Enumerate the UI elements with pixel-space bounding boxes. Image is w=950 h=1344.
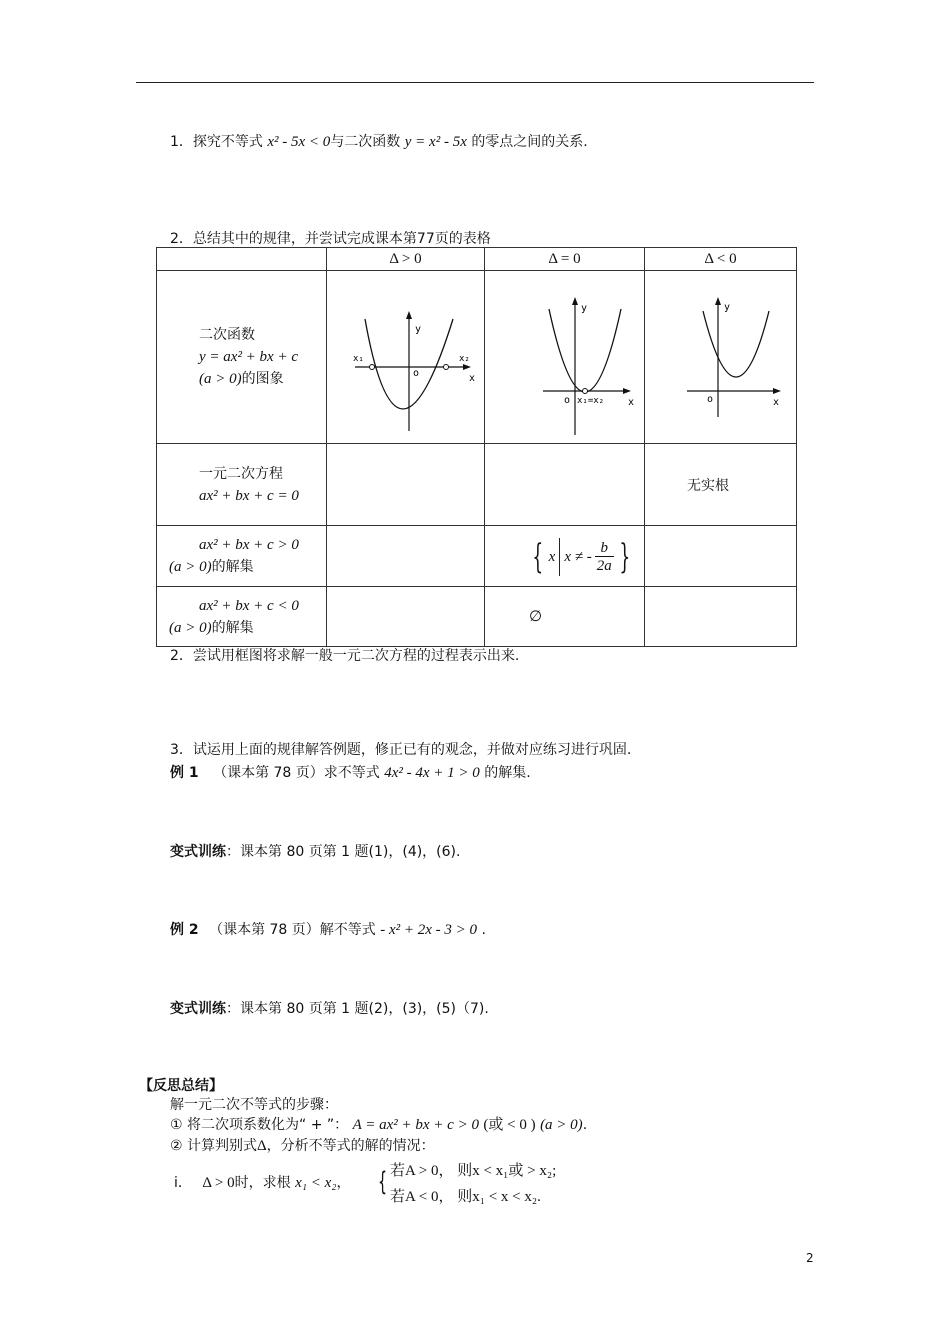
item1-num: 1．	[170, 134, 193, 150]
less-cell-positive	[327, 587, 485, 647]
parabola-double-root-graph	[485, 271, 644, 439]
summary-line1: 解一元二次不等式的步骤：	[170, 1097, 338, 1113]
cases-brace-icon: {	[378, 1167, 388, 1197]
summary-line4-mid: 时，求根	[234, 1175, 291, 1191]
less-cell-zero	[485, 587, 645, 647]
less-label-2: (a > 0)	[169, 619, 212, 636]
double-root-label: x₁=x₂	[577, 396, 605, 406]
graph-cell-zero	[485, 271, 645, 444]
header-delta-zero: Δ = 0	[485, 248, 645, 271]
summary-line2	[170, 1113, 587, 1134]
greater-cell-negative	[645, 526, 797, 587]
origin-label: o	[413, 368, 420, 379]
root-label-1: x₁	[353, 354, 364, 364]
greater-cell-positive	[327, 526, 485, 587]
fraction-numerator: b	[600, 539, 608, 556]
summary-line4-comma: ，	[336, 1175, 351, 1191]
example1-math: 4x² - 4x + 1 > 0	[384, 765, 480, 781]
item1-line	[170, 131, 588, 151]
item1-func: y = x² - 5x	[404, 134, 467, 150]
item1-ineq: x² - 5x < 0	[267, 134, 331, 150]
parabola-no-root-graph	[645, 271, 796, 439]
delta-table	[156, 247, 797, 647]
summary-line3	[170, 1135, 435, 1155]
example2-math: - x² + 2x - 3 > 0	[380, 922, 478, 938]
x-label: x	[469, 373, 476, 384]
table-row-graph	[157, 271, 797, 444]
x-axis-arrow	[773, 388, 781, 394]
item2b-line	[170, 645, 519, 665]
fraction-denominator: 2a	[596, 557, 612, 574]
root-point-2	[444, 365, 449, 370]
equation-cell-negative	[645, 444, 797, 526]
example2-label: 例 2	[170, 922, 199, 938]
table-header-row	[157, 248, 797, 271]
row-label-graph	[157, 271, 327, 444]
summary-line4-cond: Δ > 0	[202, 1175, 235, 1191]
root-point-1	[370, 365, 375, 370]
item1-mid: 与二次函数	[330, 134, 401, 150]
example2-post: .	[481, 922, 486, 938]
variant1-text: ：课本第 80 页第 1 题(1)，(4)，(6).	[226, 844, 461, 860]
root-label-2: x₂	[459, 354, 470, 364]
page-number: 2	[806, 1251, 814, 1265]
variant1-line	[170, 841, 460, 861]
no-real-root-text: 无实根	[687, 477, 729, 494]
header-delta-negative: Δ < 0	[645, 248, 797, 271]
graph-label-2: y = ax² + bx + c	[199, 349, 298, 365]
header-empty-cell	[157, 248, 327, 271]
greater-label-2: (a > 0)	[169, 559, 212, 575]
item3-num: 3．	[170, 742, 193, 758]
table-row-equation	[157, 444, 797, 526]
example1-pre: （课本第 78 页）求不等式	[213, 765, 380, 781]
fraction	[595, 540, 614, 575]
variant2-label: 变式训练	[170, 1001, 226, 1017]
item1-pre: 探究不等式	[192, 134, 263, 150]
origin-label: o	[707, 394, 714, 405]
summary-line4-roots: x₁ < x₂	[295, 1175, 337, 1191]
summary-line2-pre: ① 将二次项系数化为“ + ”：	[170, 1117, 349, 1133]
summary-case2: 若A < 0， 则x₁ < x < x₂.	[390, 1189, 541, 1205]
equation-label-2: ax² + bx + c = 0	[199, 487, 299, 504]
equation-cell-zero	[485, 444, 645, 526]
row-label-greater	[157, 526, 327, 587]
variant2-text: ：课本第 80 页第 1 题(2)，(3)，(5)（7).	[226, 1001, 489, 1017]
example2-pre: （课本第 78 页）解不等式	[209, 922, 376, 938]
y-label: y	[581, 303, 588, 314]
greater-label-1: ax² + bx + c > 0	[199, 537, 299, 553]
item3-line	[170, 739, 631, 759]
equation-cell-positive	[327, 444, 485, 526]
example1-line	[170, 762, 531, 782]
equation-label-1: 一元二次方程	[199, 465, 283, 482]
x-label: x	[773, 397, 780, 408]
graph-label-1: 二次函数	[199, 327, 255, 343]
item2b-text: 尝试用框图将求解一般一元二次方程的过程表示出来.	[192, 648, 520, 664]
parabola-two-roots-graph	[327, 271, 484, 439]
x-axis-arrow	[623, 388, 631, 394]
graph-cell-negative	[645, 271, 797, 444]
right-brace-icon: }	[619, 537, 630, 577]
y-axis-arrow	[715, 297, 721, 305]
summary-line2-or: (或 < 0 )	[483, 1117, 536, 1133]
set-condition: x ≠ -	[564, 548, 592, 565]
summary-line2-math: A = ax² + bx + c > 0	[352, 1117, 479, 1133]
set-variable: x	[548, 548, 556, 565]
example1-post: 的解集.	[484, 765, 531, 781]
left-brace-icon: {	[532, 537, 544, 577]
variant2-line	[170, 998, 489, 1018]
summary-case1: 若A > 0， 则x < x₁或 > x₂;	[390, 1163, 557, 1179]
summary-line4-num: ⅰ．	[174, 1175, 192, 1191]
greater-label-2b: 的解集	[211, 559, 254, 575]
less-cell-negative	[645, 587, 797, 647]
y-axis-arrow	[406, 311, 412, 319]
variant1-label: 变式训练	[170, 844, 226, 860]
less-label-1: ax² + bx + c < 0	[199, 597, 299, 614]
summary-line4	[174, 1172, 350, 1192]
example2-line	[170, 919, 486, 939]
summary-line3-post: ，分析不等式的解的情况：	[266, 1138, 435, 1154]
y-label: y	[724, 302, 731, 313]
empty-set-symbol: ∅	[529, 609, 543, 625]
item3-text: 试运用上面的规律解答例题，修正已有的观念，并做对应练习进行巩固.	[192, 742, 632, 758]
y-axis-arrow	[572, 297, 578, 305]
summary-line2-end: .	[582, 1117, 588, 1133]
x-label: x	[628, 397, 635, 408]
x-axis-arrow	[463, 364, 471, 370]
table-row-less	[157, 587, 797, 647]
item1-post: 的零点之间的关系.	[471, 134, 588, 150]
header-delta-positive: Δ > 0	[327, 248, 485, 271]
item2-num: 2．	[170, 231, 193, 247]
greater-cell-zero	[485, 526, 645, 587]
item2-text: 总结其中的规律，并尝试完成课本第77页的表格	[192, 231, 491, 247]
double-root-point	[583, 389, 588, 394]
row-label-less	[157, 587, 327, 647]
row-label-equation	[157, 444, 327, 526]
graph-label-3: (a > 0)	[199, 371, 242, 387]
table-row-greater	[157, 526, 797, 587]
example1-label: 例 1	[170, 765, 199, 781]
y-label: y	[415, 324, 422, 335]
header-rule	[136, 82, 814, 83]
set-divider	[559, 538, 560, 576]
summary-line3-pre: ② 计算判别式	[170, 1138, 258, 1154]
graph-cell-positive	[327, 271, 485, 444]
summary-title: 【反思总结】	[139, 1078, 223, 1094]
parabola-curve	[703, 311, 769, 377]
summary-line3-delta: Δ	[257, 1138, 267, 1154]
solution-set-expression	[527, 534, 635, 580]
graph-label-3b: 的图象	[241, 371, 284, 387]
less-label-2b: 的解集	[211, 619, 254, 636]
parabola-curve	[549, 309, 621, 392]
item2b-num: 2．	[170, 648, 193, 664]
origin-label: o	[564, 395, 571, 406]
item2-line	[170, 228, 491, 248]
summary-line2-cond: (a > 0)	[540, 1117, 583, 1133]
